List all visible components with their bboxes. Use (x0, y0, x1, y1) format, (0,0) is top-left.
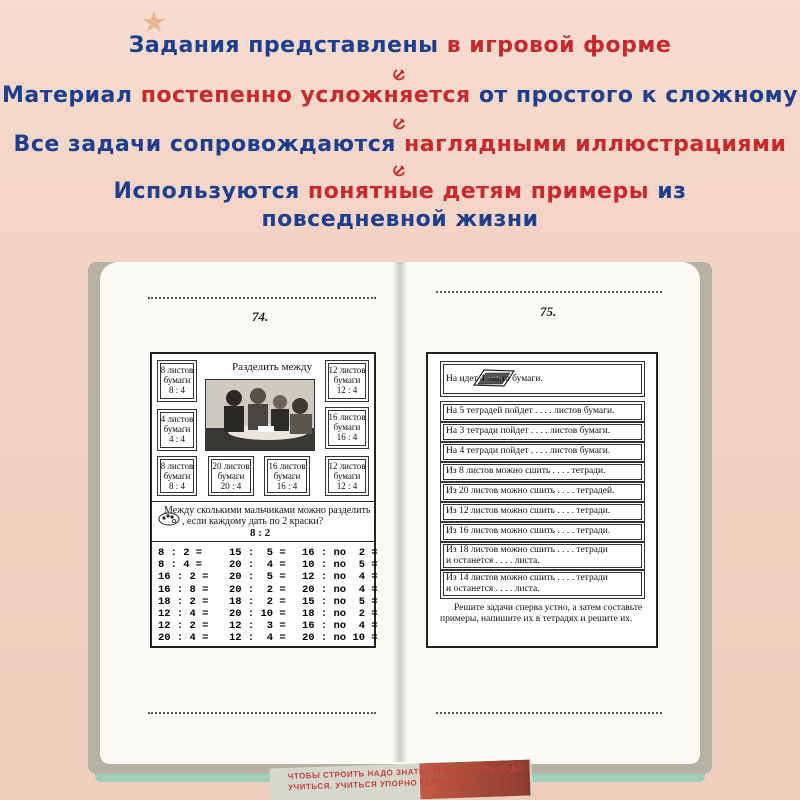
instructions-note: Решите задачи сперва устно, а затем составьте примеры, напишите их в тетрадях и решите их. (440, 603, 643, 624)
division-card: 20 листов бумаги 20 : 4 (208, 456, 254, 496)
promo-banner (0, 0, 800, 265)
question-formula: 8 : 2 (250, 527, 271, 539)
problem-row: На 5 тетрадей пойдет . . . . листов бумаги. (440, 401, 645, 423)
division-card: 8 листов бумаги 8 : 4 (157, 360, 197, 402)
banner-line-1: Задания представлены в игровой форме (128, 33, 672, 58)
hammer-sickle-icon (393, 163, 407, 177)
hammer-sickle-icon (393, 116, 407, 130)
banner-line-4: Используются понятные детям примеры из (113, 179, 687, 204)
banner-line-5: повседневной жизни (261, 207, 539, 232)
expressions-column-1: 8 : 2 = 8 : 4 = 16 : 2 = 16 : 8 = 18 : 2 = 12 : 4 = 12 : 2 = 20 : 4 = (158, 547, 209, 645)
expressions-column-3: 16 : no 2 = 10 : no 5 = 12 : no 4 = 20 : no 4 = 15 : no 5 = 18 : no 2 = 16 : no 4 = 20 : no 10 = (302, 547, 378, 645)
banner-line-3: Все задачи сопровождаются наглядными иллюстрациями (13, 132, 787, 157)
problem-row: Из 14 листов можно сшить . . . . тетради и останется . . . . листа. (440, 569, 645, 599)
divider (151, 541, 375, 542)
children-illustration (205, 379, 315, 451)
bottom-rule-left (148, 712, 376, 714)
division-card: 4 листов бумаги 4 : 4 (157, 409, 197, 451)
hammer-sickle-icon (393, 67, 407, 81)
problem-row: Из 20 листов можно сшить . . . . тетрадей. (440, 481, 645, 503)
expressions-column-2: 15 : 5 = 20 : 4 = 20 : 5 = 20 : 2 = 18 : 2 = 20 : 10 = 12 : 3 = 12 : 4 = (229, 547, 286, 645)
problem-row: На 3 тетради пойдет . . . . листов бумаги. (440, 421, 645, 443)
exercise-title: Разделить между (232, 361, 313, 373)
division-card: 16 листов бумаги 16 : 4 (264, 456, 310, 496)
question-line-1: Между сколькими мальчиками можно разделить (164, 505, 371, 516)
division-card: 12 листов бумаги 12 : 4 (325, 456, 369, 496)
top-rule-right (436, 291, 662, 293)
problem-row: Из 16 листов можно сшить . . . . тетради. (440, 521, 645, 543)
bottom-rule-right (436, 712, 662, 714)
division-card: 16 листов бумаги 16 : 4 (325, 407, 369, 449)
top-rule-left (148, 297, 376, 299)
divider (151, 501, 375, 502)
problem-row: На 4 тетради пойдет . . . . листов бумаги. (440, 441, 645, 463)
problem-row: Из 8 листов можно сшить . . . . тетради. (440, 461, 645, 483)
banner-line-2: Материал постепенно усложняется от простого к сложному (1, 83, 798, 108)
page-number-right: 75. (540, 304, 557, 319)
division-card: 8 листов бумаги 8 : 4 (157, 456, 197, 496)
star-icon (142, 10, 166, 34)
book-gutter (392, 262, 408, 762)
problem-row: Из 12 листов можно сшить . . . . тетради. (440, 501, 645, 523)
problem-row: Из 18 листов можно сшить . . . . тетради и останется . . . . листа. (440, 541, 645, 571)
question-line-2: , если каждому дать по 2 краски? (182, 516, 324, 527)
page-number-left: 74. (252, 309, 269, 324)
slogan-text: ЧТОБЫ СТРОИТЬ НАДО ЗНАТЬ. ЧТОБЫ ЗНАТЬ НАДО УЧИТЬСЯ. УЧИТЬСЯ УПОРНО ТЕРПЕЛИВО (287, 763, 525, 792)
division-card: 12 листов бумаги 12 : 4 (325, 360, 369, 402)
problem-row: На идет 4 листа бумаги. (440, 361, 645, 397)
